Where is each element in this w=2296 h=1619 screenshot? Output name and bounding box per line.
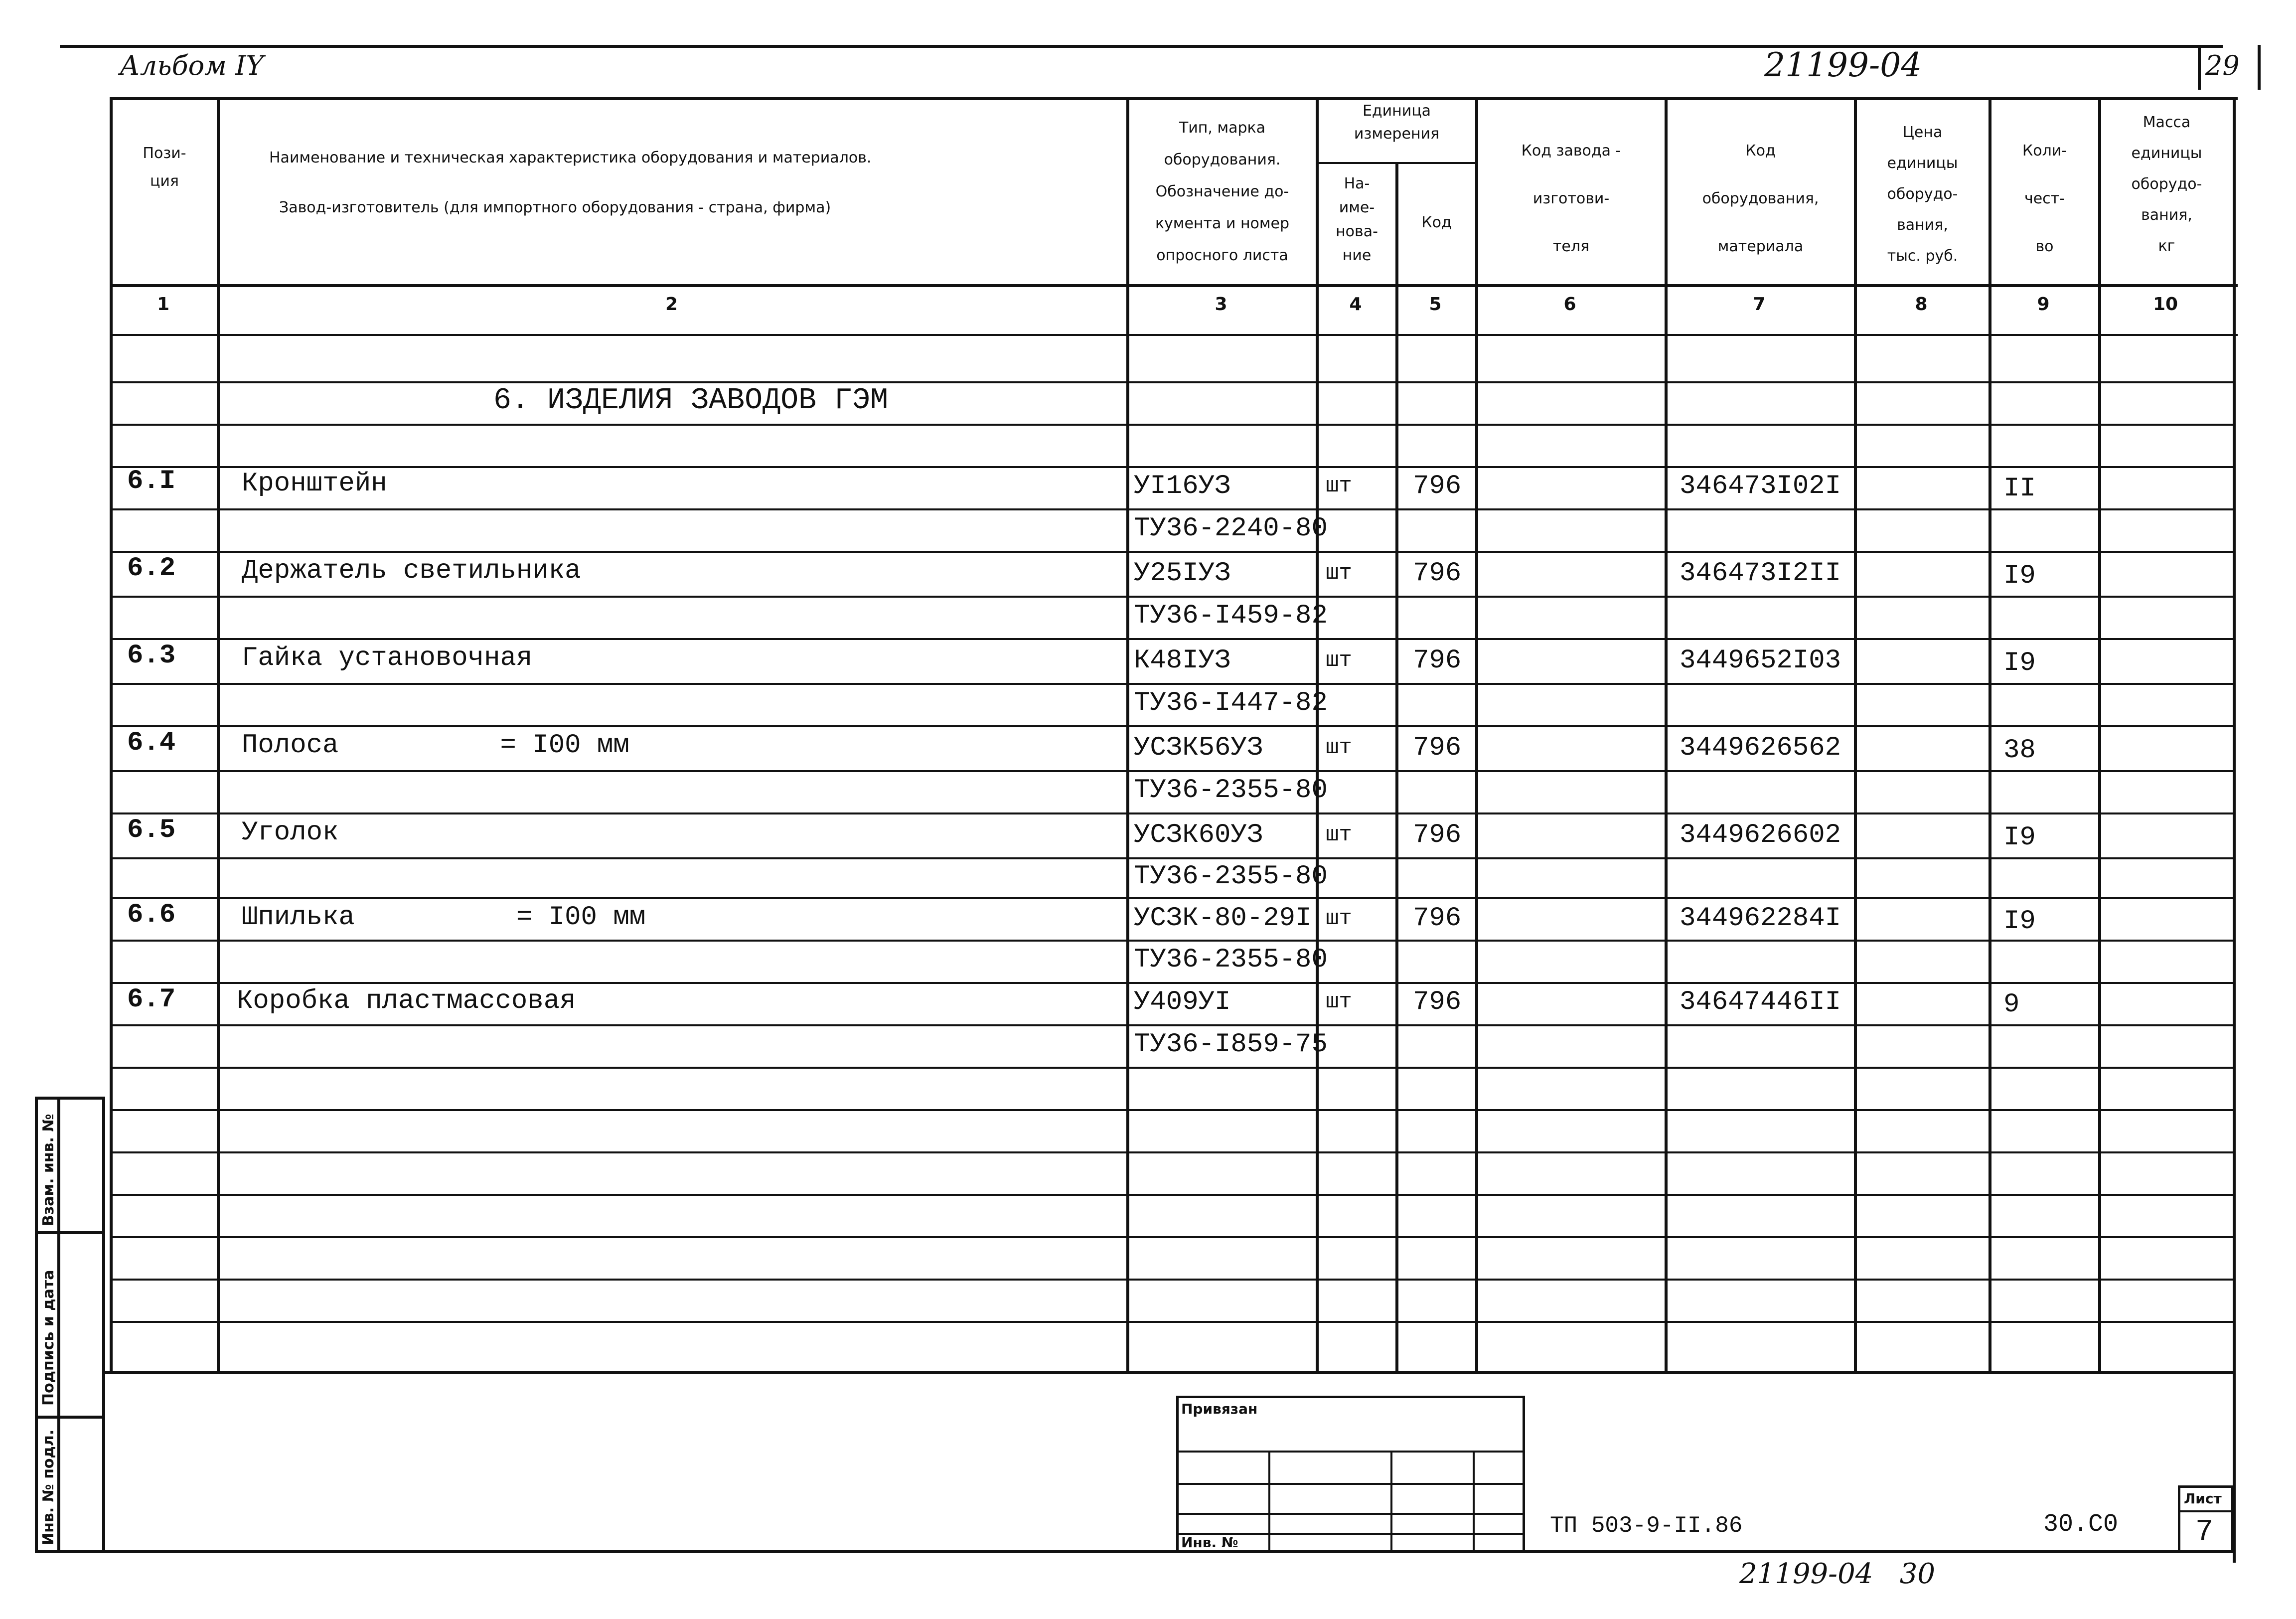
item-type: УСЗК-80-29I <box>1134 903 1312 934</box>
item-unit-code: 796 <box>1413 471 1462 501</box>
item-unit: шт <box>1326 648 1352 673</box>
item-unit: шт <box>1326 474 1352 498</box>
header-price: Цена единицы оборудо- вания, тыс. руб. <box>1887 124 1958 265</box>
col-line-10 <box>2233 97 2236 1563</box>
item-code: 344962284I <box>1680 903 1841 934</box>
item-unit-code: 796 <box>1413 733 1462 763</box>
colnum-7: 7 <box>1753 294 1766 315</box>
item-unit: шт <box>1326 735 1352 760</box>
col-line-4 <box>1395 162 1398 1373</box>
item-doc: ТУ36-2355-80 <box>1134 945 1328 975</box>
item-position: 6.7 <box>127 984 176 1015</box>
header-position: Пози- ция <box>143 145 186 190</box>
item-code: 3449626602 <box>1680 820 1841 850</box>
colnum-10: 10 <box>2152 294 2178 315</box>
item-doc: ТУ36-2240-80 <box>1134 513 1328 544</box>
item-doc: ТУ36-I459-82 <box>1134 601 1328 631</box>
table-bottom-border <box>105 1371 2236 1374</box>
colnum-5: 5 <box>1429 294 1442 315</box>
header-quantity: Коли- чест- во <box>2022 142 2067 255</box>
item-name: Полоса = I00 мм <box>242 730 629 761</box>
col-line-0 <box>110 97 113 1373</box>
item-unit: шт <box>1326 822 1352 847</box>
col-line-5 <box>1475 97 1478 1373</box>
colnum-8: 8 <box>1915 294 1928 315</box>
privyazan-label: Привязан <box>1181 1401 1258 1417</box>
item-code: 3449652I03 <box>1680 646 1841 676</box>
header-manufacturer-code: Код завода - изготови- теля <box>1521 142 1621 255</box>
unit-group-divider <box>1316 162 1478 164</box>
item-type: УСЗК60УЗ <box>1134 820 1263 850</box>
colnum-bottom-border <box>110 334 2238 336</box>
side-label-inv-original: Инв. № подл. <box>40 1429 57 1545</box>
col-line-7 <box>1854 97 1857 1373</box>
footer-note: 21199-04 30 <box>1739 1558 1935 1590</box>
item-type: У409УI <box>1134 987 1231 1017</box>
item-unit-code: 796 <box>1413 820 1462 850</box>
designation: ТП 503-9-II.86 <box>1550 1513 1743 1539</box>
header-unit-group: Единица измерения <box>1354 102 1440 143</box>
item-name: Гайка установочная <box>242 643 533 673</box>
col-line-8 <box>1989 97 1991 1373</box>
page-number: 29 <box>2205 50 2240 81</box>
item-type: УСЗК56УЗ <box>1134 733 1263 763</box>
header-name-line2: Завод-изготовитель (для импортного оборудования - страна, фирма) <box>279 199 831 216</box>
item-name: Коробка пластмассовая <box>237 986 576 1016</box>
item-unit: шт <box>1326 989 1352 1014</box>
colnum-3: 3 <box>1215 294 1227 315</box>
item-doc: ТУ36-I859-75 <box>1134 1029 1328 1060</box>
table-top-border <box>110 97 2238 100</box>
colnum-4: 4 <box>1349 294 1362 315</box>
bottom-border <box>102 1550 2235 1553</box>
item-position: 6.5 <box>127 815 176 845</box>
item-unit: шт <box>1326 906 1352 931</box>
header-type: Тип, марка оборудования. Обозначение до- кумента и номер опросного листа <box>1155 119 1290 264</box>
side-stamp-frame <box>35 1097 38 1553</box>
item-name: Держатель светильника <box>242 556 581 586</box>
header-unit-name: На- име- нова- ние <box>1336 175 1378 264</box>
header-equipment-code: Код оборудования, материала <box>1702 142 1819 255</box>
item-doc: ТУ36-2355-80 <box>1134 775 1328 806</box>
item-position: 6.4 <box>127 728 176 758</box>
header-mass: Масса единицы оборудо- вания, кг <box>2131 114 2202 255</box>
col-line-9 <box>2098 97 2101 1373</box>
item-qty: I9 <box>2003 822 2036 853</box>
item-unit-code: 796 <box>1413 903 1462 934</box>
sheet-number: 7 <box>2195 1515 2214 1549</box>
inv-no-label: Инв. № <box>1181 1534 1238 1551</box>
item-position: 6.6 <box>127 900 176 930</box>
col-line-3 <box>1316 97 1319 1373</box>
item-unit-code: 796 <box>1413 558 1462 589</box>
colnum-6: 6 <box>1563 294 1576 315</box>
item-qty: 9 <box>2003 989 2020 1020</box>
item-type: УI16УЗ <box>1134 471 1231 501</box>
item-unit: шт <box>1326 561 1352 586</box>
page-number-box <box>2198 45 2201 90</box>
col-line-6 <box>1665 97 1668 1373</box>
colnum-1: 1 <box>156 294 170 315</box>
item-name: Уголок <box>242 817 339 848</box>
item-name: Шпилька = I00 мм <box>242 902 646 933</box>
section-title: 6. ИЗДЕЛИЯ ЗАВОДОВ ГЭМ <box>493 384 889 418</box>
item-position: 6.I <box>127 466 176 496</box>
col-line-2 <box>1126 97 1129 1373</box>
item-type: К48IУЗ <box>1134 646 1231 676</box>
header-unit-code: Код <box>1421 214 1452 231</box>
item-qty: II <box>2003 474 2036 504</box>
item-code: 34647446II <box>1680 987 1841 1017</box>
sheet-code: 30.С0 <box>2043 1510 2119 1539</box>
colnum-9: 9 <box>2037 294 2050 315</box>
header-bottom-border <box>110 284 2238 287</box>
item-doc: ТУ36-I447-82 <box>1134 688 1328 718</box>
item-name: Кронштейн <box>242 469 387 499</box>
item-qty: 38 <box>2003 735 2036 766</box>
item-type: У25IУЗ <box>1134 558 1231 589</box>
item-code: 346473I2II <box>1680 558 1841 589</box>
side-label-replaced-inv: Взам. инв. № <box>40 1114 57 1226</box>
item-qty: I9 <box>2003 906 2036 937</box>
side-label-signature-date: Подпись и дата <box>40 1270 57 1406</box>
item-qty: I9 <box>2003 561 2036 591</box>
item-qty: I9 <box>2003 648 2036 678</box>
album-label: Альбом IY <box>120 50 264 81</box>
item-doc: ТУ36-2355-80 <box>1134 861 1328 892</box>
item-unit-code: 796 <box>1413 646 1462 676</box>
document-number: 21199-04 <box>1764 46 1922 84</box>
header-name-line1: Наименование и техническая характеристика оборудования и материалов. <box>269 149 872 166</box>
item-position: 6.3 <box>127 641 176 671</box>
item-position: 6.2 <box>127 553 176 584</box>
colnum-2: 2 <box>665 294 678 315</box>
item-unit-code: 796 <box>1413 987 1462 1017</box>
item-code: 346473I02I <box>1680 471 1841 501</box>
sheet-label: Лист <box>2184 1490 2222 1507</box>
item-code: 3449626562 <box>1680 733 1841 763</box>
col-line-1 <box>217 97 220 1373</box>
